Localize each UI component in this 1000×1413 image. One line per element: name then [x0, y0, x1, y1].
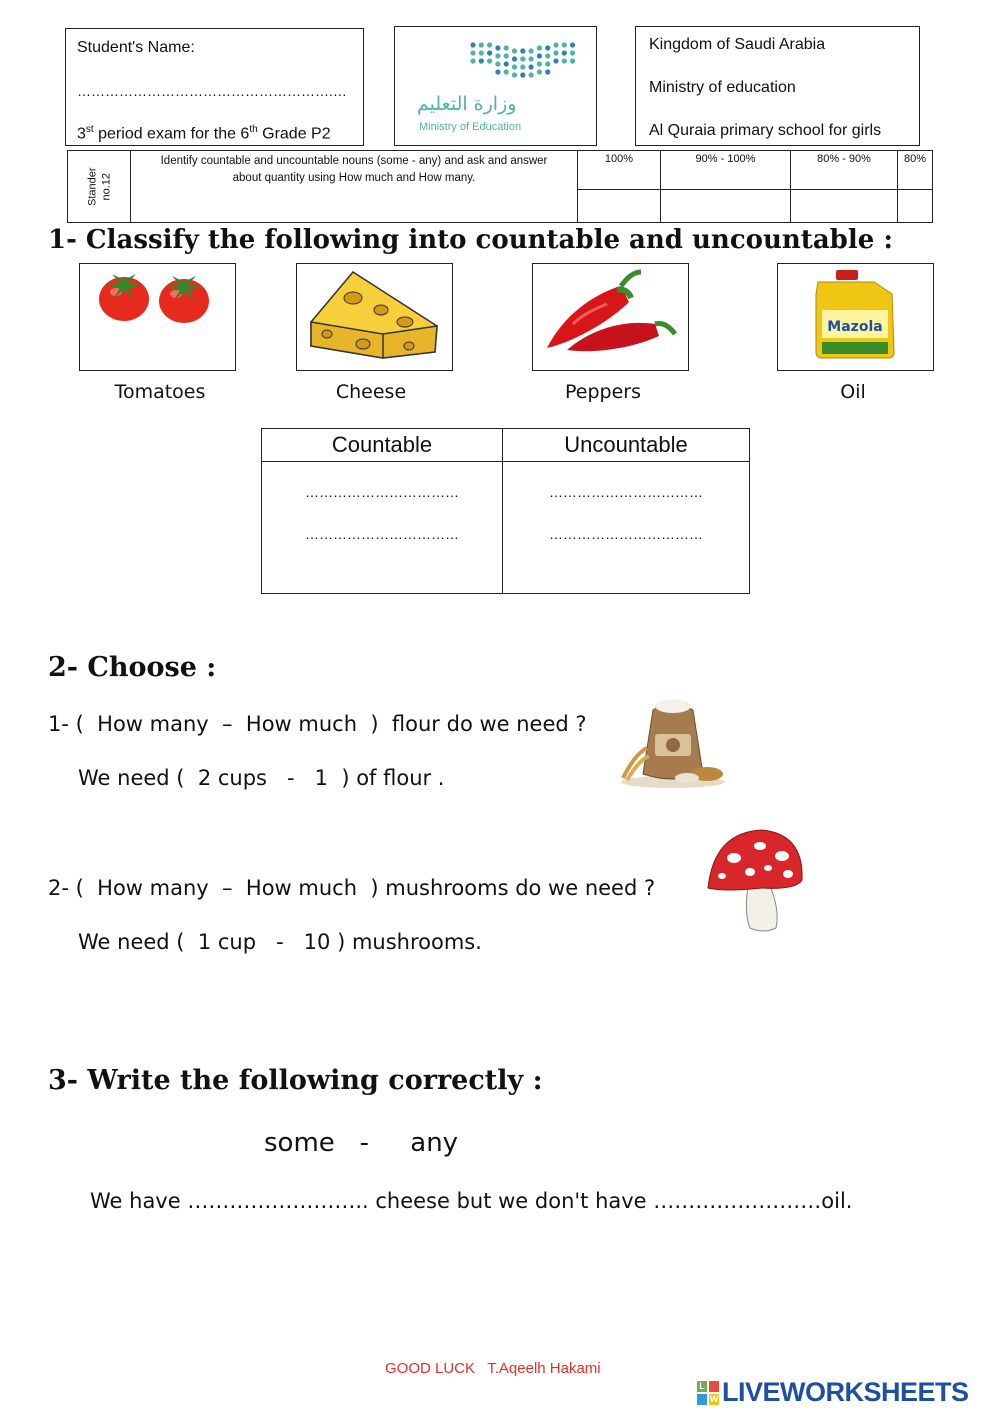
cheese-image — [296, 263, 453, 371]
some-any-options: some - any — [264, 1128, 459, 1158]
logo-dot — [562, 42, 567, 47]
logo-dot — [487, 50, 492, 55]
caption-cheese: Cheese — [335, 381, 407, 403]
score-cell-2[interactable] — [661, 190, 791, 223]
liveworksheets-icon-l: L — [697, 1381, 707, 1392]
liveworksheets-icon-block-3 — [697, 1394, 707, 1405]
logo-dot — [520, 56, 525, 61]
standard-label-cell — [68, 151, 131, 223]
standard-label: Stander no.12 — [86, 167, 112, 206]
exam-title: 3st period exam for the 6th Grade P2 — [77, 124, 331, 143]
logo-dot — [520, 64, 525, 69]
logo-dot — [495, 45, 500, 50]
tomato-icon — [80, 264, 235, 370]
logo-dot — [504, 45, 509, 50]
ministry-logo-english: Ministry of Education — [419, 121, 522, 133]
logo-dot — [495, 61, 500, 66]
oil-image — [777, 263, 934, 371]
level-100: 100% — [578, 151, 661, 190]
logo-dot — [553, 50, 558, 55]
school-label: Al Quraia primary school for girls — [649, 122, 882, 139]
student-name-label: Student's Name: — [77, 39, 195, 56]
answer-2[interactable]: We need ( 1 cup - 10 ) mushrooms. — [78, 930, 482, 954]
logo-dot — [562, 50, 567, 55]
logo-dot — [495, 69, 500, 74]
liveworksheets-logo[interactable] — [697, 1377, 997, 1409]
kingdom-label: Kingdom of Saudi Arabia — [649, 36, 826, 53]
logo-dot — [537, 61, 542, 66]
oil-bottle-icon — [778, 264, 933, 370]
section3-title: 3- Write the following correctly : — [48, 1065, 543, 1096]
logo-dot — [537, 45, 542, 50]
logo-dot — [537, 53, 542, 58]
pepper-icon — [533, 264, 688, 370]
logo-dot — [470, 42, 475, 47]
logo-dot — [570, 42, 575, 47]
logo-dot — [479, 50, 484, 55]
student-name-line[interactable]: ……………………………………………….… — [77, 83, 347, 99]
logo-dot — [495, 53, 500, 58]
score-cell-1[interactable] — [578, 190, 661, 223]
ministry-label: Ministry of education — [649, 79, 796, 96]
question-2[interactable]: 2- ( How many – How much ) mushrooms do we need ? — [48, 876, 656, 900]
logo-dot — [470, 58, 475, 63]
ministry-logo-arabic: وزارة التعليم — [417, 93, 517, 115]
logo-dot — [553, 58, 558, 63]
uncountable-header: Uncountable — [503, 429, 750, 462]
logo-dot — [545, 45, 550, 50]
caption-peppers: Peppers — [565, 381, 641, 403]
logo-dot — [529, 48, 534, 53]
logo-dot — [545, 53, 550, 58]
section1-title: 1- Classify the following into countable and uncountable : — [48, 225, 893, 255]
countable-blank-2[interactable]: …………………………… — [305, 526, 459, 542]
question-1[interactable]: 1- ( How many – How much ) flour do we need ? — [48, 712, 587, 736]
logo-dot — [512, 64, 517, 69]
level-90-100: 90% - 100% — [661, 151, 791, 190]
logo-dot — [537, 69, 542, 74]
logo-dot — [487, 58, 492, 63]
liveworksheets-icon-w: W — [709, 1394, 719, 1404]
logo-dot — [520, 48, 525, 53]
section2-title: 2- Choose : — [48, 652, 217, 683]
countable-blank-1[interactable]: …………………………… — [305, 484, 459, 500]
liveworksheets-icon — [697, 1381, 719, 1405]
standard-description: Identify countable and uncountable nouns (some - any) and ask and answer about quantity using How much and How many. — [131, 151, 578, 223]
answer-1[interactable]: We need ( 2 cups - 1 ) of flour . — [78, 766, 445, 790]
oil-brand: Mazola — [827, 319, 883, 335]
standard-table — [67, 150, 933, 223]
score-cell-3[interactable] — [791, 190, 898, 223]
logo-dot — [512, 48, 517, 53]
caption-oil: Oil — [840, 381, 866, 403]
logo-dot — [504, 69, 509, 74]
logo-dot — [545, 69, 550, 74]
logo-dot — [479, 42, 484, 47]
mushroom-icon — [704, 828, 804, 934]
cheese-icon — [297, 264, 452, 370]
uncountable-blank-1[interactable]: …………………………… — [549, 484, 703, 500]
ministry-logo-box — [394, 26, 597, 146]
logo-dot — [512, 72, 517, 77]
logo-dot — [570, 58, 575, 63]
liveworksheets-brand: LIVEWORKSHEETS — [722, 1377, 969, 1407]
logo-dot — [562, 58, 567, 63]
liveworksheets-icon-block-2 — [709, 1381, 719, 1392]
logo-dot — [512, 56, 517, 61]
logo-dot — [529, 64, 534, 69]
logo-dot — [529, 72, 534, 77]
logo-dot — [553, 42, 558, 47]
uncountable-blank-2[interactable]: …………………………… — [549, 526, 703, 542]
logo-dot — [504, 61, 509, 66]
logo-dot — [570, 50, 575, 55]
level-80: 80% — [898, 151, 933, 190]
good-luck-footer: GOOD LUCK T.Aqeelh Hakami — [385, 1360, 601, 1377]
sentence-blanks[interactable]: We have …………………….. cheese but we don't have ……………………oil. — [90, 1189, 853, 1213]
logo-dot — [529, 56, 534, 61]
countable-header: Countable — [262, 429, 503, 462]
tomatoes-image — [79, 263, 236, 371]
student-info-box — [65, 28, 364, 146]
logo-dot — [504, 53, 509, 58]
ministry-logo-dots — [469, 41, 579, 85]
school-info-box — [635, 26, 920, 146]
countable-answers — [262, 462, 503, 594]
peppers-image — [532, 263, 689, 371]
logo-dot — [520, 72, 525, 77]
classify-table — [261, 428, 750, 594]
uncountable-answers — [503, 462, 750, 594]
logo-dot — [479, 58, 484, 63]
score-cell-4[interactable] — [898, 190, 933, 223]
logo-dot — [487, 42, 492, 47]
logo-dot — [470, 50, 475, 55]
logo-dot — [545, 61, 550, 66]
caption-tomatoes: Tomatoes — [114, 381, 206, 403]
flour-sack-icon — [617, 690, 732, 790]
level-80-90: 80% - 90% — [791, 151, 898, 190]
